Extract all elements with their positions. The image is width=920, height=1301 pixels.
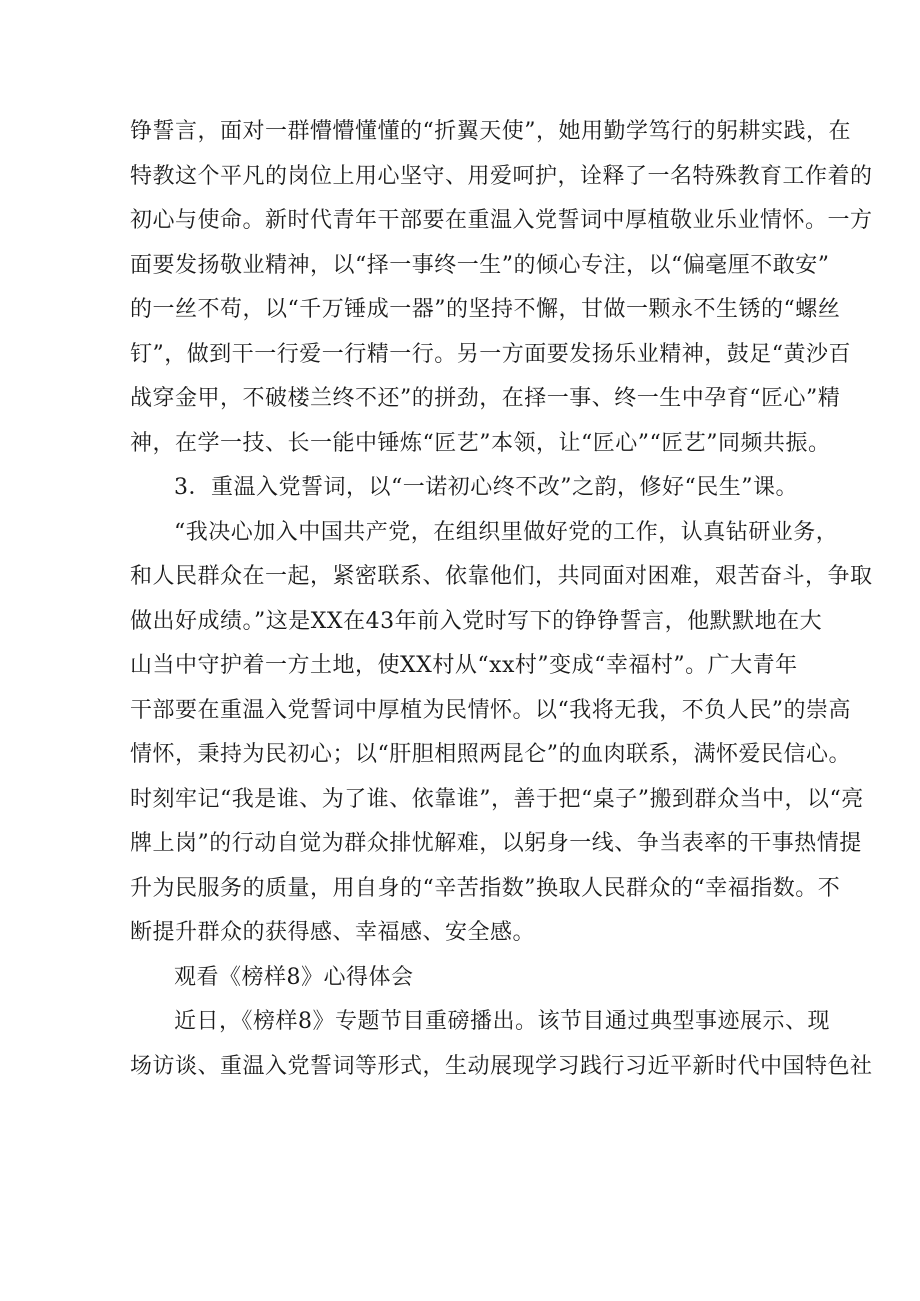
paragraph-line: 情怀，秉持为民初心；以“肝胆相照两昆仑”的血肉联系，满怀爱民信心。 [130, 742, 851, 767]
paragraph-line: 初心与使命。新时代青年干部要在重温入党誓词中厚植敬业乐业情怀。一方 [130, 208, 873, 233]
paragraph-line: 升为民服务的质量，用自身的“辛苦指数”换取人民群众的“幸福指数。不 [130, 875, 841, 901]
paragraph-line: 神，在学一技、长一能中锤炼“匠艺”本领，让“匠心”“匠艺”同频共振。 [130, 430, 831, 456]
paragraph-line: 牌上岗”的行动自觉为群众排忧解难，以躬身一线、争当表率的干事热情提 [130, 831, 862, 856]
paragraph-line: 面要发扬敬业精神，以“择一事终一生”的倾心专注，以“偏毫厘不敢安” [130, 252, 830, 278]
paragraph-line: 的一丝不苟，以“千万锤成一器”的坚持不懈，甘做一颗永不生锈的“螺丝 [130, 297, 841, 322]
article-title: 观看《榜样8》心得体会 [174, 964, 414, 990]
document-page [130, 110, 873, 1089]
paragraph-line: 铮誓言，面对一群懵懵懂懂的“折翼天使”，她用勤学笃行的躬耕实践，在 [130, 119, 851, 144]
paragraph-line: 和人民群众在一起，紧密联系、依靠他们，共同面对困难，艰苦奋斗，争取 [130, 564, 873, 589]
paragraph-line: 山当中守护着一方土地，使XX村从“xx村”变成“幸福村”。广大青年 [130, 653, 798, 678]
paragraph-line: 钉”，做到干一行爱一行精一行。另一方面要发扬乐业精神，鼓足“黄沙百 [130, 341, 851, 367]
paragraph-line: 做出好成绩。”这是XX在43年前入党时写下的铮铮誓言，他默默地在大 [130, 608, 823, 634]
paragraph-line: 时刻牢记“我是谁、为了谁、依靠谁”，善于把“桌子”搬到群众当中，以“亮 [130, 786, 864, 812]
paragraph-line: 特教这个平凡的岗位上用心坚守、用爱呵护，诠释了一名特殊教育工作着的 [130, 163, 873, 189]
paragraph-line: 场访谈、重温入党誓词等形式，生动展现学习践行习近平新时代中国特色社 [130, 1053, 873, 1079]
section-heading: 3．重温入党誓词，以“一诺初心终不改”之韵，修好“民生”课。 [174, 475, 798, 500]
paragraph-line: 战穿金甲，不破楼兰终不还”的拼劲，在择一事、终一生中孕育“匠心”精 [130, 386, 841, 411]
paragraph-line: 断提升群众的获得感、幸福感、安全感。 [130, 920, 536, 945]
paragraph-line: 近日，《榜样8》专题节目重磅播出。该节目通过典型事迹展示、现 [174, 1009, 830, 1034]
paragraph-line: 干部要在重温入党誓词中厚植为民情怀。以“我将无我，不负人民”的崇高 [130, 697, 851, 723]
paragraph-line: “我决心加入中国共产党，在组织里做好党的工作，认真钻研业务， [174, 519, 839, 545]
